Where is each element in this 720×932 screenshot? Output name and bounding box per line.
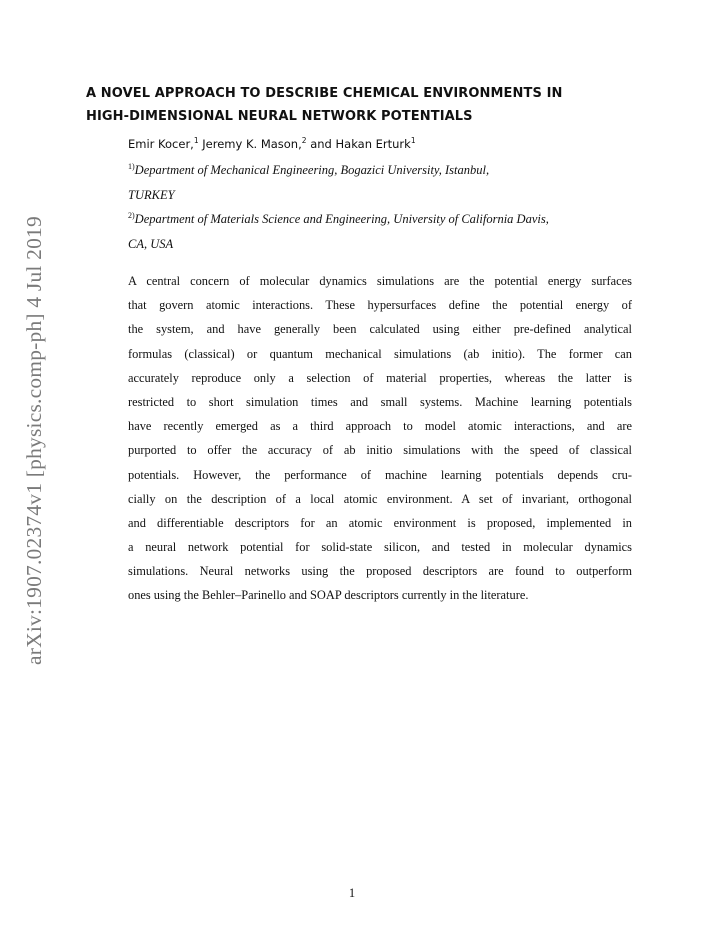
abstract-line: restricted to short simulation times and small systems. Machine learning potentials <box>128 394 632 409</box>
abstract-line: purported to offer the accuracy of ab initio simulations with the speed of classical <box>128 443 632 458</box>
author-affil-mark: 1 <box>410 136 416 145</box>
author-affil-mark: 1 <box>193 136 199 145</box>
paper-title <box>86 82 646 128</box>
affiliation-line: Department of Materials Science and Engineering, University of California Davis, <box>134 212 549 226</box>
affiliation-2 <box>128 207 638 257</box>
affiliation-line: Department of Mechanical Engineering, Bogazici University, Istanbul, <box>134 163 490 177</box>
abstract-line: potentials. However, the performance of machine learning potentials depends cru- <box>128 467 632 482</box>
author-name: Emir Kocer, <box>128 137 194 151</box>
page-number: 1 <box>348 886 356 900</box>
abstract <box>128 269 632 608</box>
arxiv-identifier-stamp <box>10 190 58 690</box>
affiliation-line: CA, USA <box>128 237 174 251</box>
abstract-line: formulas (classical) or quantum mechanical simulations (ab initio). The former can <box>128 346 632 361</box>
abstract-line: a neural network potential for solid-state silicon, and tested in molecular dynamics <box>128 540 632 555</box>
author-list <box>128 136 416 152</box>
author-affil-mark: 2 <box>301 136 307 145</box>
affiliation-mark: 2) <box>128 211 135 220</box>
affiliation-1 <box>128 158 638 208</box>
abstract-line: accurately reproduce only a selection of material properties, whereas the latter is <box>128 370 632 385</box>
author-name: Jeremy K. Mason, <box>202 137 302 151</box>
abstract-line: ones using the Behler–Parinello and SOAP descriptors currently in the literature. <box>128 588 529 603</box>
affiliation-mark: 1) <box>128 162 135 171</box>
author-name: and Hakan Erturk <box>310 137 411 151</box>
abstract-line: the system, and have generally been calculated using either pre-defined analytical <box>128 322 632 337</box>
arxiv-identifier-text: arXiv:1907.02374v1 [physics.comp-ph] 4 Jul 2019 <box>21 215 46 665</box>
abstract-line: and differentiable descriptors for an atomic environment is proposed, implemented in <box>128 515 632 530</box>
abstract-line: cially on the description of a local atomic environment. A set of invariant, orthogonal <box>128 491 632 506</box>
abstract-line: simulations. Neural networks using the proposed descriptors are found to outperform <box>128 564 632 579</box>
title-line-2: HIGH-DIMENSIONAL NEURAL NETWORK POTENTIALS <box>86 109 473 124</box>
affiliation-line: TURKEY <box>128 188 175 202</box>
title-line-1: A NOVEL APPROACH TO DESCRIBE CHEMICAL ENVIRONMENTS IN <box>86 86 563 101</box>
abstract-line: have recently emerged as a third approach to model atomic interactions, and are <box>128 419 632 434</box>
abstract-line: that govern atomic interactions. These hypersurfaces define the potential energy of <box>128 298 632 313</box>
abstract-line: A central concern of molecular dynamics simulations are the potential energy surfaces <box>128 274 632 288</box>
